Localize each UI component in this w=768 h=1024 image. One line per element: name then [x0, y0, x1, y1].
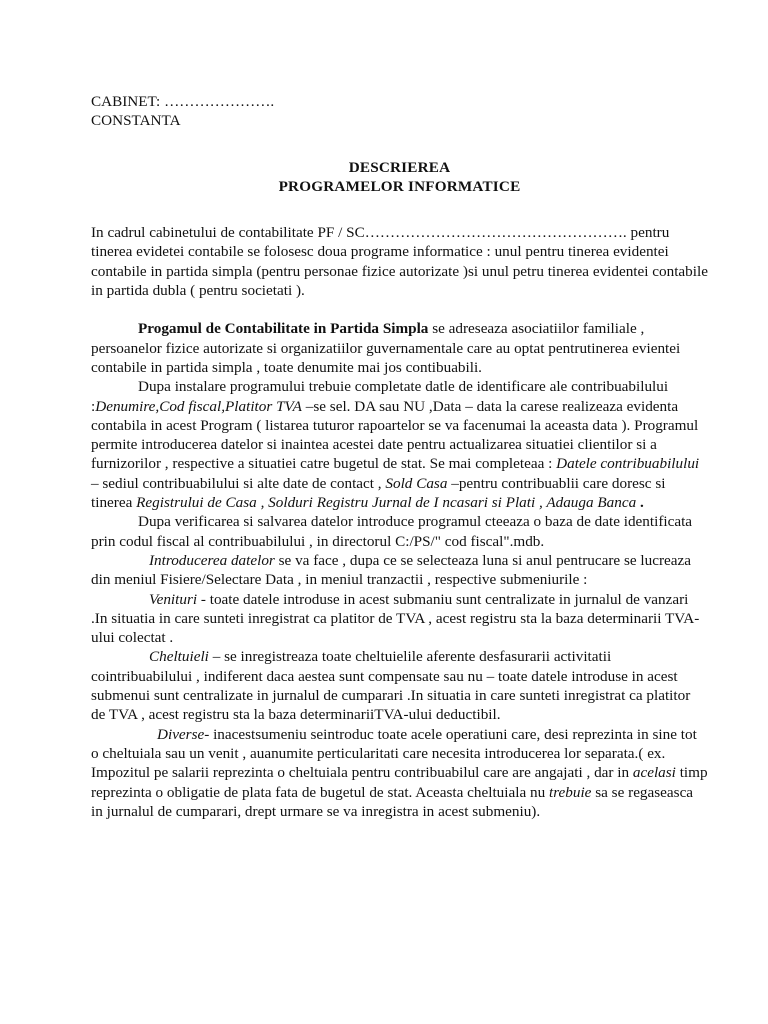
italic-term: acelasi: [632, 764, 676, 782]
title-block: [91, 158, 708, 197]
paragraph-text: .: [636, 494, 644, 512]
paragraph-simple-entry: [91, 319, 708, 377]
paragraph-data-entry: [91, 551, 708, 590]
paragraph-venituri: [91, 590, 708, 648]
italic-term: Diverse: [157, 725, 205, 743]
header-cabinet: CABINET: ………………….: [91, 93, 275, 110]
italic-term: Sold Casa: [385, 474, 448, 492]
italic-term: Introducerea datelor: [149, 551, 275, 569]
paragraph-text: sa se regaseasca in jurnalul de cumparari, drept urmare se va inregistra in acest submeniu).: [91, 783, 694, 820]
paragraph-text: –pentru contribuablii care doresc si tinerea: [91, 474, 666, 512]
paragraph-text: se va face , dupa ce se selecteaza luna si anul pentrucare se lucreaza din meniul Fisiere/Selectare Data , in meniul tranzactii , respective submeniurile :: [91, 551, 691, 589]
program-name-bold: Progamul de Contabilitate in Partida Simpla: [138, 320, 429, 338]
paragraph-text: timp reprezinta o obligatie de plata fata de bugetul de stat. Aceasta cheltuiala nu: [91, 764, 708, 801]
italic-term: Venituri: [149, 590, 198, 608]
title-line-2: PROGRAMELOR INFORMATICE: [278, 177, 521, 195]
paragraph-text: se adreseaza asociatiilor familiale , persoanelor fizice autorizate si organizatiilor guvernamentale care au optat pentrutinerea evientei contabile in partida simpla , toate denumite mai jos contibuabili.: [91, 320, 681, 376]
paragraph-text: –se sel. DA sau NU ,Data – data la carese realizeaza evidenta contabila in acest Program ( listarea tuturor rapoartelor se va facenumai la aceasta data ). Programul permite introducerea datelor si inaintea acestei date pentru actualizarea situatiei clientilor si a furnizorilor , respective a situatiei catre bugetul de stat. Se mai completeaa :: [91, 397, 699, 473]
title-line-1: DESCRIEREA: [348, 158, 451, 176]
paragraph-text: Dupa instalare programului trebuie completate datle de identificare ale contribuabilului :: [91, 378, 669, 415]
italic-term: trebuie: [548, 783, 592, 801]
paragraph-text: - inacestsumeniu seintroduc toate acele operatiuni care, desi reprezinta in sine tot o cheltuiala sau un venit , auanumite perticularitati care necesita introducerea lor separata.( ex. Impozitul pe salarii reprezinta o cheltuiala pentru contribuabilul care are angajati , dar in: [91, 725, 697, 782]
paragraph-installation: [91, 377, 708, 512]
header-city: CONSTANTA: [91, 112, 181, 130]
italic-term: Datele contribuabilului: [556, 455, 700, 473]
italic-term: Denumire,Cod fiscal,Platitor TVA: [95, 397, 302, 415]
italic-term: Cheltuieli: [149, 648, 209, 666]
paragraph-text: – sediul contribuabilului si alte date de contact ,: [91, 474, 386, 492]
italic-term: Registrului de Casa , Solduri Registru Jurnal de I ncasari si Plati , Adauga Banca: [136, 494, 637, 512]
intro-paragraph: In cadrul cabinetului de contabilitate PF / SC……………………………………………. pentru tinerea evidetei contabile se folosesc doua programe informatice : unul pentru tinerea evidentei contabile in partida simpla (pentru personae fizice autorizate )si unul petru tinerea evidentei contabile in partida dubla ( pentru societati ).: [91, 224, 708, 300]
paragraph-diverse: [91, 725, 708, 821]
paragraph-cheltuieli: [91, 647, 708, 724]
paragraph-text: – se inregistreaza toate cheltuielile aferente desfasurarii activitatii cointribuabilului , indiferent daca aestea sunt compensate sau nu – toate datele introduse in acest submenui sunt centralizate in jurnalul de cumparari .In situatia in care sunteti inregistrat ca platitor de TVA , acest registru sta la baza determinariiTVA-ului deductibil.: [91, 648, 691, 724]
paragraph-text: - toate datele introduse in acest submaniu sunt centralizate in jurnalul de vanzari .In situatia in care sunteti inregistrat ca platitor de TVA , acest registru sta la baza determinarii TVA-ului colectat .: [91, 590, 700, 647]
paragraph-database: Dupa verificarea si salvarea datelor introduce programul cteeaza o baza de date identificata prin codul fiscal al contribuabilului , in directorul C:/PS/" cod fiscal".mdb.: [91, 513, 693, 550]
